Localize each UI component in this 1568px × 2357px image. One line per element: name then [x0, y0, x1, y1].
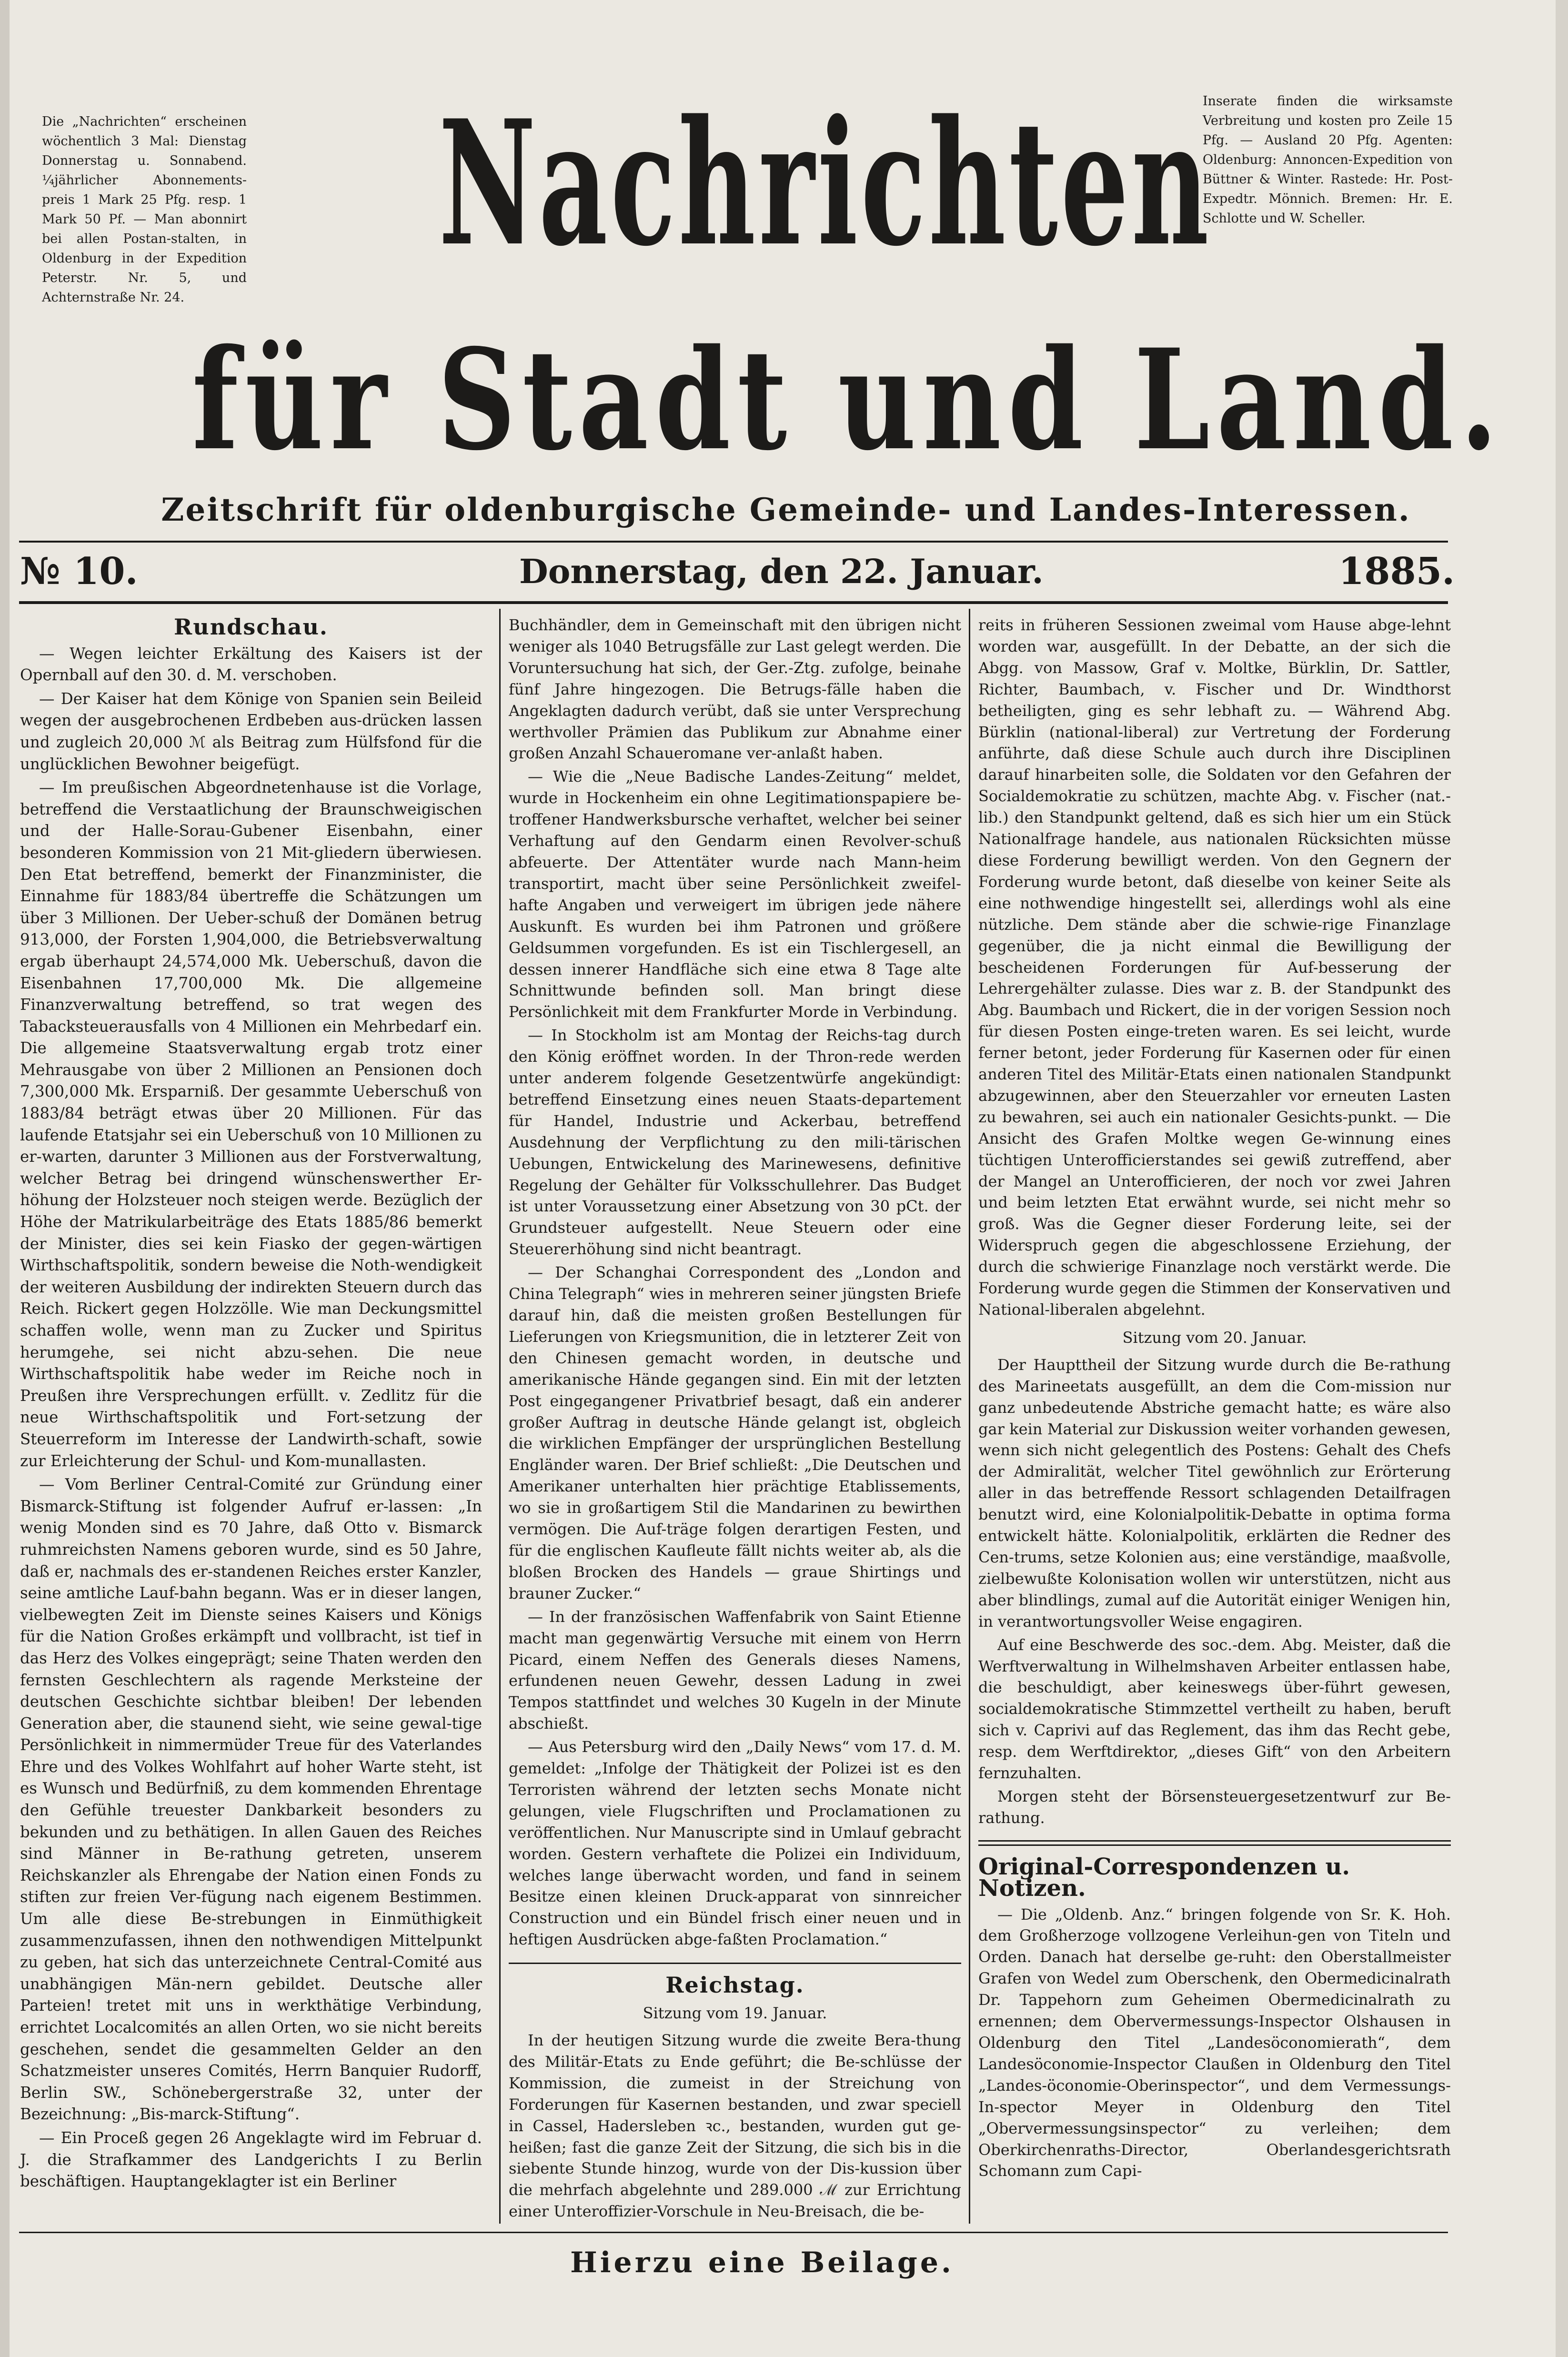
- article-paragraph: — Der Kaiser hat dem Könige von Spanien sein Beileid wegen der ausgebrochenen Erdbeben aus-drücken lassen und zugleich 20,000 ℳ als Beitrag zum Hülfsfond für die unglücklichen Bewohner beigefügt.: [20, 689, 482, 773]
- article-paragraph: Buchhändler, dem in Gemeinschaft mit den übrigen nicht weniger als 1040 Betrugsfälle zur Last gelegt werden. Die Voruntersuchung hat sich, der Ger.-Ztg. zufolge, beinahe fünf Jahre hingezogen. Die Betrugs-fälle haben die Angeklagten dadurch verübt, daß sie unter Versprechung werthvoller Prämien das Publikum zur Abnahme einer großen Anzahl Schaueromane ver-anlaßt haben.: [509, 616, 961, 763]
- masthead-subtitle: Zeitschrift für oldenburgische Gemeinde- und Landes-Interessen.: [161, 491, 1411, 528]
- session-date: Sitzung vom 20. Januar.: [1122, 1328, 1307, 1347]
- article-paragraph: — In Stockholm ist am Montag der Reichs-tag durch den König eröffnet worden. In der Thron-rede werden unter anderem folgende Gesetzentwürfe angekündigt: betreffend Einsetzung eines neuen Staats-departement für Handel, Industrie und Ackerbau, betreffend Ausdehnung der Verpflichtung zu den mili-tärischen Uebungen, Entwickelung des Marinewesens, definitive Regelung der Gehälter für Volksschullehrer. Das Budget ist unter Voraussetzung einer Absetzung von 30 pCt. der Grundsteuer aufgestellt. Neue Steuern oder eine Steuererhöhung sind nicht beantragt.: [509, 1026, 961, 1259]
- advertising-info: Inserate finden die wirksamste Verbreitung und kosten pro Zeile 15 Pfg. — Ausland 20 Pfg. Agenten: Oldenburg: Annoncen-Expedition von Büttner & Winter. Rastede: Hr. Post-Expedtr. Mönnich. Bremen: Hr. E. Schlotte und W. Scheller.: [1203, 94, 1453, 226]
- column-2: [509, 614, 961, 2224]
- article-paragraph: — Der Schanghai Correspondent des „London and China Telegraph“ wies in mehreren seiner jüngsten Briefe darauf hin, daß die meisten großen Bestellungen für Lieferungen von Kriegsmunition, die in letzterer Zeit von den Chinesen gemacht worden, in deutsche und amerikanische Hände gegangen sind. Ein mit der letzten Post eingegangener Privatbrief besagt, daß ein anderer großer Auftrag in deutsche Hände gelangt ist, obgleich die wirklichen Empfänger der ursprünglichen Bestellung Engländer waren. Der Brief schließt: „Die Deutschen und Amerikaner unterhalten hier prächtige Etablissements, wo sie in großartigem Stil die Mandarinen zu bewirthen vermögen. Die Auf-träge folgen derartigen Festen, und für die englischen Kaufleute fällt nichts weiter ab, als die bloßen Brocken des Handels — graue Shirtings und brauner Zucker.“: [509, 1263, 961, 1602]
- article-paragraph: — Die „Oldenb. Anz.“ bringen folgende von Sr. K. Hoh. dem Großherzoge vollzogene Verleihun-gen von Titeln und Orden. Danach hat derselbe ge-ruht: den Oberstallmeister Grafen von Wedel zum Oberschenk, den Obermedicinalrath Dr. Tappehorn zum Geheimen Obermedicinalrath zu ernennen; dem Obervermessungs-Inspector Olshausen in Oldenburg den Titel „Landesöconomierath“, dem Landesöconomie-Inspector Claußen in Oldenburg den Titel „Landes-öconomie-Oberinspector“, und dem Vermessungs-In-spector Meyer in Oldenburg den Titel „Obervermessungsinspector“ zu verleihen; dem Oberkirchenraths-Director, Oberlandesgerichtsrath Schomann zum Capi-: [978, 1905, 1451, 2180]
- column-1: [20, 614, 482, 2195]
- article-paragraph: In der heutigen Sitzung wurde die zweite Bera-thung des Militär-Etats zu Ende geführt; die Be-schlüsse der Kommission, die zumeist in der Streichung von Forderungen für Kasernen bestanden, und zwar speciell in Cassel, Hadersleben ꝛc., bestanden, wurden gut ge-heißen; fast die ganze Zeit der Sitzung, die sich bis in die siebente Stunde hinzog, wurde von der Dis-kussion über die mehrfach abgelehnte und 289.000 ℳ zur Errichtung einer Unteroffizier-Vorschule in Neu-Breisach, die be-: [509, 2031, 961, 2221]
- page-edge-left: [0, 0, 10, 2357]
- issue-year: 1885.: [1338, 550, 1455, 593]
- article-paragraph: — Vom Berliner Central-Comité zur Gründung einer Bismarck-Stiftung ist folgender Aufruf er-lassen: „In wenig Monden sind es 70 Jahre, daß Otto v. Bismarck ruhmreichsten Namens geboren wurde, sind es 50 Jahre, daß er, nachmals des er-standenen Reiches erster Kanzler, seine amtliche Lauf-bahn begann. Was er in dieser langen, vielbewegten Zeit im Dienste seines Kaisers und Königs für die Nation Großes erkämpft und vollbracht, ist tief in das Herz des Volkes eingeprägt; seine Thaten werden den fernsten Geschlechtern als ragende Merksteine der deutschen Geschichte sichtbar bleiben! Der lebenden Generation aber, die staunend sieht, wie seine gewal-tige Persönlichkeit in nimmermüder Treue für des Vaterlandes Ehre und des Volkes Wohlfahrt auf hoher Warte steht, ist es Wunsch und Bedürfniß, zu dem kommenden Ehrentage den Gefühle treuester Dankbarkeit besonders zu bekunden und zu bethätigen. In allen Gauen des Reiches sind Männer in Be-rathung getreten, unserem Reichskanzler als Ehrengabe der Nation einen Fonds zu stiften zur freien Ver-fügung nach eigenem Bestimmen. Um alle diese Be-strebungen in Einmüthigkeit zusammenzufassen, ihnen den nothwendigen Mittelpunkt zu geben, hat sich das unterzeichnete Central-Comité aus unabhängigen Män-nern gebildet. Deutsche aller Parteien! tretet mit uns in werkthätige Verbindung, errichtet Localcomités an allen Orten, wo sie nicht bereits geschehen, sendet die gesammelten Gelder an den Schatzmeister unseres Comités, Herrn Banquier Rudorff, Berlin SW., Schönebergerstraße 32, unter der Bezeichnung: „Bis-marck-Stiftung“.: [20, 1475, 482, 2124]
- section-divider: [509, 1963, 961, 1964]
- article-paragraph: Der Haupttheil der Sitzung wurde durch die Be-rathung des Marineetats ausgefüllt, an dem die Com-mission nur ganz unbedeutende Abstriche gemacht hatte; es wäre also gar kein Material zur Diskussion weiter vorhanden gewesen, wenn sich nicht gelegentlich des Postens: Gehalt des Chefs der Admiralität, welcher Titel gewöhnlich zur Erörterung aller in das betreffende Ressort schlagenden Detailfragen benutzt wird, eine Kolonialpolitik-Debatte in optima forma entwickelt hätte. Kolonialpolitik, erklärten die Redner des Cen-trums, setze Kolonien aus; eine verständige, maaßvolle, zielbewußte Kolonisation wollen wir unterstützen, nicht aus aber blindlings, zumal auf die Autorität einiger Wenigen hin, in verantwortungsvoller Weise engagiren.: [978, 1355, 1451, 1631]
- page-edge-right: [1556, 0, 1568, 2357]
- column-divider-1: [499, 609, 501, 2224]
- issue-date: Donnerstag, den 22. Januar.: [519, 552, 1044, 591]
- issue-number: № 10.: [20, 550, 138, 593]
- section-divider: [978, 1840, 1451, 1846]
- article-paragraph: — In der französischen Waffenfabrik von Saint Etienne macht man gegenwärtig Versuche mit einem von Herrn Picard, einem Neffen des Generals dieses Namens, erfundenen neuen Gewehr, dessen Ladung in zwei Tempos stattfindet und welches 30 Kugeln in der Minute abschießt.: [509, 1607, 961, 1733]
- column-divider-2: [969, 609, 970, 2224]
- session-date: Sitzung vom 19. Januar.: [643, 2004, 827, 2023]
- article-paragraph: — Ein Proceß gegen 26 Angeklagte wird im Februar d. J. die Strafkammer des Landgerichts I zu Berlin beschäftigen. Hauptangeklagter ist ein Berliner: [20, 2128, 482, 2191]
- section-heading-rundschau: Rundschau.: [174, 614, 328, 640]
- article-paragraph: reits in früheren Sessionen zweimal vom Hause abge-lehnt worden war, ausgefüllt. In der Debatte, an der sich die Abgg. von Massow, Graf v. Moltke, Bürklin, Dr. Sattler, Richter, Baumbach, v. Fischer und Dr. Windthorst betheiligten, ging es sehr lebhaft zu. — Während Abg. Bürklin (national-liberal) zur Vertretung der Forderung anführte, daß diese Schule auch durch ihre Disciplinen darauf hinarbeiten solle, die Soldaten vor den Gefahren der Socialdemokratie zu schützen, machte Abg. v. Fischer (nat.-lib.) den Standpunkt geltend, daß es sich hier um ein Stück Nationalfrage handele, aus nationalen Rücksichten müsse diese Forderung bewilligt werden. Von den Gegnern der Forderung wurde betont, daß dieselbe von keiner Seite als eine nothwendige hingestellt sei, allerdings wohl als eine nützliche. Dem stände aber die schwie-rige Finanzlage gegenüber, die ja nicht einmal die Bewilligung der bescheidenen Forderungen für Auf-besserung der Lehrergehälter zulasse. Dies war z. B. der Standpunkt des Abg. Baumbach und Rickert, die in der vorigen Session noch für diesen Posten einge-treten waren. Es sei leicht, wurde ferner betont, jeder Forderung für Kasernen oder für einen anderen Titel des Militär-Etats einen nationalen Standpunkt abzugewinnen, aber den Steuerzahler vor erneuten Lasten zu bewahren, sei auch ein nationaler Gesichts-punkt. — Die Ansicht des Grafen Moltke wegen Ge-winnung eines tüchtigen Unterofficierstandes sei gewiß zutreffend, aber der Mangel an Unterofficieren, der noch vor zwei Jahren und beim letzten Etat erwähnt wurde, sei nicht mehr so groß. Was die Gegner dieser Forderung leite, sei der Widerspruch gegen die abgeschlossene Erziehung, der durch die schwierige Finanzlage noch verstärkt werde. Die Forderung wurde gegen die Stimmen der Konservativen und National-liberalen abgelehnt.: [978, 616, 1451, 1319]
- supplement-note: Hierzu eine Beilage.: [570, 2246, 954, 2279]
- rule-top: [19, 541, 1448, 543]
- article-paragraph: — Wegen leichter Erkältung des Kaisers ist der Opernball auf den 30. d. M. verschoben.: [20, 644, 482, 685]
- section-heading-reichstag: Reichstag.: [665, 1972, 804, 1998]
- subscription-info: Die „Nachrichten“ erscheinen wöchentlich 3 Mal: Dienstag Donnerstag u. Sonnabend. ¼jährlicher Abonnements-preis 1 Mark 25 Pfg. resp. 1 Mark 50 Pf. — Man abonnirt bei allen Postan-stalten, in Oldenburg in der Expedition Peterstr. Nr. 5, und Achternstraße Nr. 24.: [42, 114, 247, 305]
- masthead-title-line1: Nachrichten: [439, 82, 1212, 284]
- article-paragraph: Auf eine Beschwerde des soc.-dem. Abg. Meister, daß die Werftverwaltung in Wilhelmshaven Arbeiter entlassen habe, die beschuldigt, aber keineswegs über-führt gewesen, socialdemokratische Stimmzettel vertheilt zu haben, beruft sich v. Caprivi auf das Reglement, das ihm das Recht gebe, resp. dem Werftdirektor, „dieses Gift“ von den Arbeitern fernzuhalten.: [978, 1635, 1451, 1783]
- section-heading-correspondence: Original-Correspondenzen u. Notizen.: [978, 1853, 1350, 1902]
- article-paragraph: — Im preußischen Abgeordnetenhause ist die Vorlage, betreffend die Verstaatlichung der Braunschweigischen und der Halle-Sorau-Gubener Eisenbahn, einer besonderen Kommission von 21 Mit-gliedern überwiesen. Den Etat betreffend, bemerkt der Finanzminister, die Einnahme für 1883/84 übertreffe die Schätzungen um über 3 Millionen. Der Ueber-schuß der Domänen betrug 913,000, der Forsten 1,904,000, die Betriebsverwaltung ergab überhaupt 24,574,000 Mk. Ueberschuß, davon die Eisenbahnen 17,700,000 Mk. Die allgemeine Finanzverwaltung betreffend, so trat wegen des Tabacksteuerausfalls von 4 Millionen ein Mehrbedarf ein. Die allgemeine Staatsverwaltung ergab trotz einer Mehrausgabe von über 2 Millionen an Pensionen doch 7,300,000 Mk. Ersparniß. Der gesammte Ueberschuß von 1883/84 beträgt etwas über 20 Millionen. Für das laufende Etatsjahr sei ein Ueberschuß von 10 Millionen zu er-warten, darunter 3 Millionen aus der Forstverwaltung, welcher Betrag bei dringend wünschenswerther Er-höhung der Holzsteuer noch steigen werde. Bezüglich der Höhe der Matrikularbeiträge des Etats 1885/86 bemerkt der Minister, dies sei kein Fiasko der gegen-wärtigen Wirthschaftspolitik, sondern beweise die Noth-wendigkeit der weiteren Ausbildung der indirekten Steuern durch das Reich. Rickert gegen Holzzölle. Wie man Deckungsmittel schaffen wolle, wenn man zu Zucker und Spiritus herumgehe, sei nicht abzu-sehen. Die neue Wirthschaftspolitik habe weder im Reiche noch in Preußen ihre Versprechungen erfüllt. v. Zedlitz für die neue Wirthschaftspolitik und Fort-setzung der Steuerreform im Interesse der Landwirth-schaft, sowie zur Erleichterung der Schul- und Kom-munallasten.: [20, 778, 482, 1470]
- column-3: [978, 614, 1451, 2184]
- masthead-title-line2: für Stadt und Land.: [192, 319, 1505, 481]
- rule-footer: [19, 2232, 1448, 2233]
- article-paragraph: — Wie die „Neue Badische Landes-Zeitung“ meldet, wurde in Hockenheim ein ohne Legitimationspapiere be-troffener Handwerksbursche verhaftet, welcher bei seiner Verhaftung auf den Gendarm einen Revolver-schuß abfeuerte. Der Attentäter wurde nach Mann-heim transportirt, macht über seine Persönlichkeit zweifel-hafte Angaben und verweigert im übrigen jede nähere Auskunft. Es wurden bei ihm Patronen und größere Geldsummen vorgefunden. Es ist ein Tischlergesell, an dessen innerer Handfläche sich eine etwa 8 Tage alte Schnittwunde befinden soll. Man bringt diese Persönlichkeit mit dem Frankfurter Morde in Verbindung.: [509, 767, 961, 1021]
- article-paragraph: Morgen steht der Börsensteuergesetzentwurf zur Be-rathung.: [978, 1787, 1451, 1827]
- article-paragraph: — Aus Petersburg wird den „Daily News“ vom 17. d. M. gemeldet: „Infolge der Thätigkeit der Polizei ist es den Terroristen während der letzten sechs Monate nicht gelungen, viele Flugschriften und Proclamationen zu veröffentlichen. Nur Manuscripte sind in Umlauf gebracht worden. Gestern verhaftete die Polizei ein Individuum, welches lange überwacht worden, und fand in seinem Besitze einen kleinen Druck-apparat von sinnreicher Construction und ein Bündel frisch einer neuen und in heftigen Ausdrücken abge-faßten Proclamation.“: [509, 1738, 961, 1949]
- rule-bottom: [19, 601, 1448, 604]
